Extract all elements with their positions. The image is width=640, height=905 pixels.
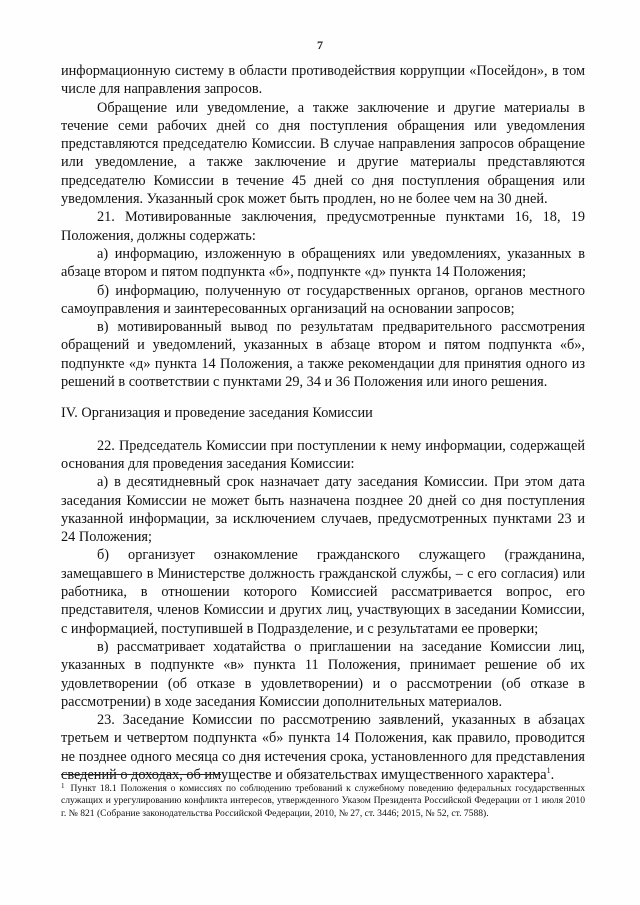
- paragraph-22-b: б) организует ознакомление гражданского служащего (гражданина, замещавшего в Министерстве должность гражданской службы, – с его согласия) или работника, в отношении которого Комиссией рассматривается вопрос, его представителя, членов Комиссии и других лиц, участвующих в заседании Комиссии, с информацией, поступившей в Подразделение, и с результатами ее проверки;: [61, 547, 585, 637]
- paragraph-continuation: информационную систему в области противодействия коррупции «Посейдон», в том числе для направления запросов.: [61, 63, 585, 98]
- paragraph-21: 21. Мотивированные заключения, предусмотренные пунктами 16, 18, 19 Положения, должны содержать:: [61, 209, 585, 244]
- paragraph-22-a: а) в десятидневный срок назначает дату заседания Комиссии. При этом дата заседания Комиссии не может быть назначена позднее 20 дней со дня поступления указанной информации, за исключением случаев, предусмотренных пунктами 23 и 24 Положения;: [61, 474, 585, 546]
- page-number: 7: [317, 38, 323, 52]
- footnote-mark: 1: [61, 782, 65, 790]
- footnote-divider: [61, 774, 221, 775]
- paragraph-23-end: .: [550, 766, 555, 783]
- document-body: [61, 62, 585, 784]
- paragraph-22: 22. Председатель Комиссии при поступлении к нему информации, содержащей основания для проведения заседания Комиссии:: [61, 437, 585, 472]
- paragraph-21-v: в) мотивированный вывод по результатам предварительного рассмотрения обращений и уведомлений, указанных в абзаце втором и пятом подпункта «б», подпункте «д» пункта 14 Положения, а также рекомендации для принятия одного из решений в соответствии с пунктами 29, 34 и 36 Положения или иного решения.: [61, 319, 585, 391]
- paragraph-21-a: а) информацию, изложенную в обращениях или уведомлениях, указанных в абзаце втором и пятом подпункта «б», подпункте «д» пункта 14 Положения;: [61, 245, 585, 281]
- paragraph-22-v: в) рассматривает ходатайства о приглашении на заседание Комиссии лиц, указанных в подпункте «в» пункта 11 Положения, принимает решение об их удовлетворении (об отказе в удовлетворении) и о рассмотрении (об отказе в рассмотрении) в ходе заседания Комиссии дополнительных материалов.: [61, 638, 585, 710]
- paragraph-submission-terms: Обращение или уведомление, а также заключение и другие материалы в течение семи рабочих дней со дня поступления обращения или уведомления представляются председателю Комиссии. В случае направления запросов обращение или уведомление, а также заключение и другие материалы представляются председателю Комиссии в течение 45 дней со дня поступления обращения или уведомления. Указанный срок может быть продлен, но не более чем на 30 дней.: [61, 99, 585, 208]
- footnote: [61, 780, 585, 820]
- section-heading: IV. Организация и проведение заседания Комиссии: [61, 405, 373, 422]
- paragraph-21-b: б) информацию, полученную от государственных органов, органов местного самоуправления и заинтересованных организаций на основании запросов;: [61, 282, 585, 317]
- footnote-reference: 1: [546, 765, 551, 775]
- paragraph-23-text: 23. Заседание Комиссии по рассмотрению заявлений, указанных в абзацах третьем и четвертом подпункта «б» пункта 14 Положения, как правило, проводится не позднее одного месяца со дня истечения срока, установленного для представления сведений о доходах, об имуществе и обязательствах имущественного характера: [61, 712, 585, 783]
- footnote-text: Пункт 18.1 Положения о комиссиях по соблюдению требований к служебному поведению федеральных государственных служащих и урегулированию конфликта интересов, утвержденного Указом Президента Российской Федерации от 1 июля 2010 г. № 821 (Собрание законодательства Российской Федерации, 2010, № 27, ст. 3446; 2015, № 52, ст. 7588).: [61, 783, 585, 819]
